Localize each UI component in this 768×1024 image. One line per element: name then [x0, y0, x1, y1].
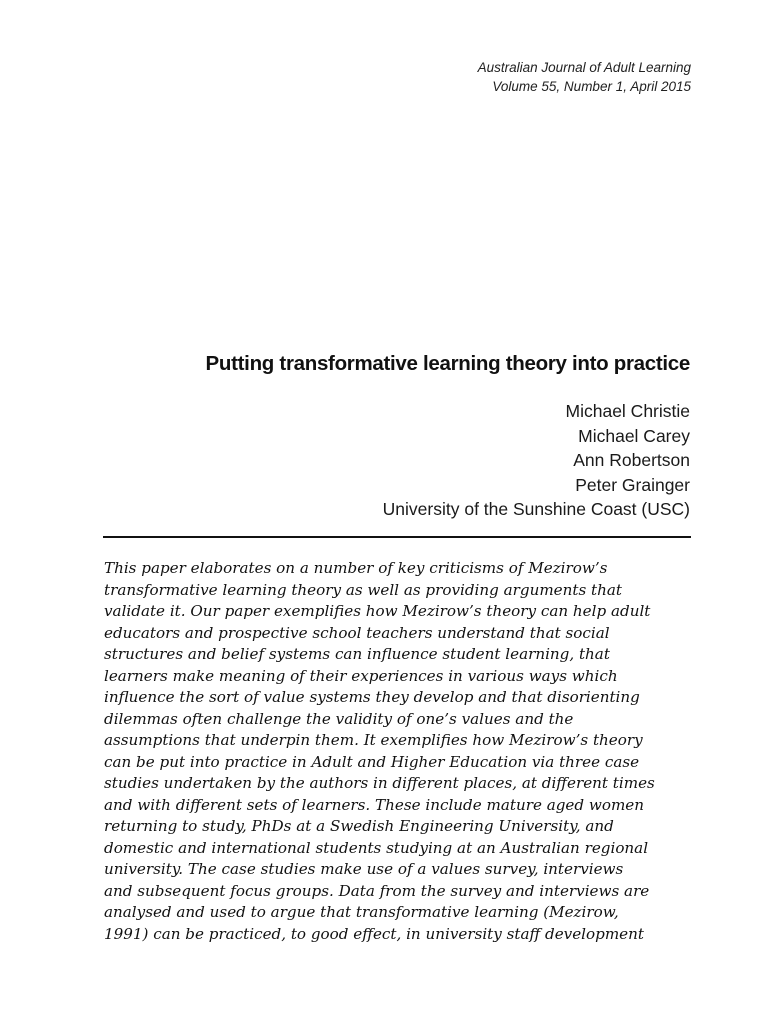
abstract-line: transformative learning theory as well as providing arguments that	[104, 580, 622, 599]
article-title: Putting transformative learning theory into practice	[205, 352, 690, 375]
abstract-line: returning to study, PhDs at a Swedish Engineering University, and	[104, 817, 614, 835]
abstract-line: university. The case studies make use of a values survey, interviews	[104, 860, 624, 878]
abstract-line: domestic and international students studying at an Australian regional	[104, 838, 649, 857]
divider-rule	[103, 536, 691, 538]
abstract-line: analysed and used to argue that transformative learning (Mezirow,	[104, 903, 619, 921]
abstract-text	[104, 558, 694, 945]
author-name: Peter Grainger	[575, 474, 690, 495]
journal-header	[478, 58, 691, 96]
author-name: Ann Robertson	[573, 450, 690, 470]
author-name: Michael Christie	[565, 401, 690, 421]
abstract-line: studies undertaken by the authors in different places, at different times	[104, 774, 655, 792]
journal-volume: Volume 55, Number 1, April 2015	[492, 79, 691, 94]
abstract-line: influence the sort of value systems they develop and that disorienting	[104, 688, 640, 706]
abstract-line: learners make meaning of their experiences in various ways which	[104, 666, 618, 685]
author-affiliation: University of the Sunshine Coast (USC)	[382, 499, 690, 519]
abstract-line: educators and prospective school teachers understand that social	[104, 623, 610, 642]
abstract-line: dilemmas often challenge the validity of one’s values and the	[104, 709, 574, 728]
abstract-line: assumptions that underpin them. It exemplifies how Mezirow’s theory	[104, 731, 643, 749]
abstract-line: This paper elaborates on a number of key criticisms of Mezirow’s	[104, 559, 608, 577]
abstract-line: 1991) can be practiced, to good effect, in university staff development	[104, 924, 644, 943]
abstract-line: can be put into practice in Adult and Higher Education via three case	[104, 752, 640, 771]
abstract-line: validate it. Our paper exemplifies how Mezirow’s theory can help adult	[104, 602, 651, 620]
abstract-line: structures and belief systems can influence student learning, that	[104, 645, 610, 663]
abstract-line: and subsequent focus groups. Data from the survey and interviews are	[104, 881, 650, 900]
author-list	[383, 399, 690, 522]
abstract-line: and with different sets of learners. These include mature aged women	[104, 795, 645, 814]
author-name: Michael Carey	[578, 425, 690, 446]
journal-name: Australian Journal of Adult Learning	[477, 60, 691, 75]
